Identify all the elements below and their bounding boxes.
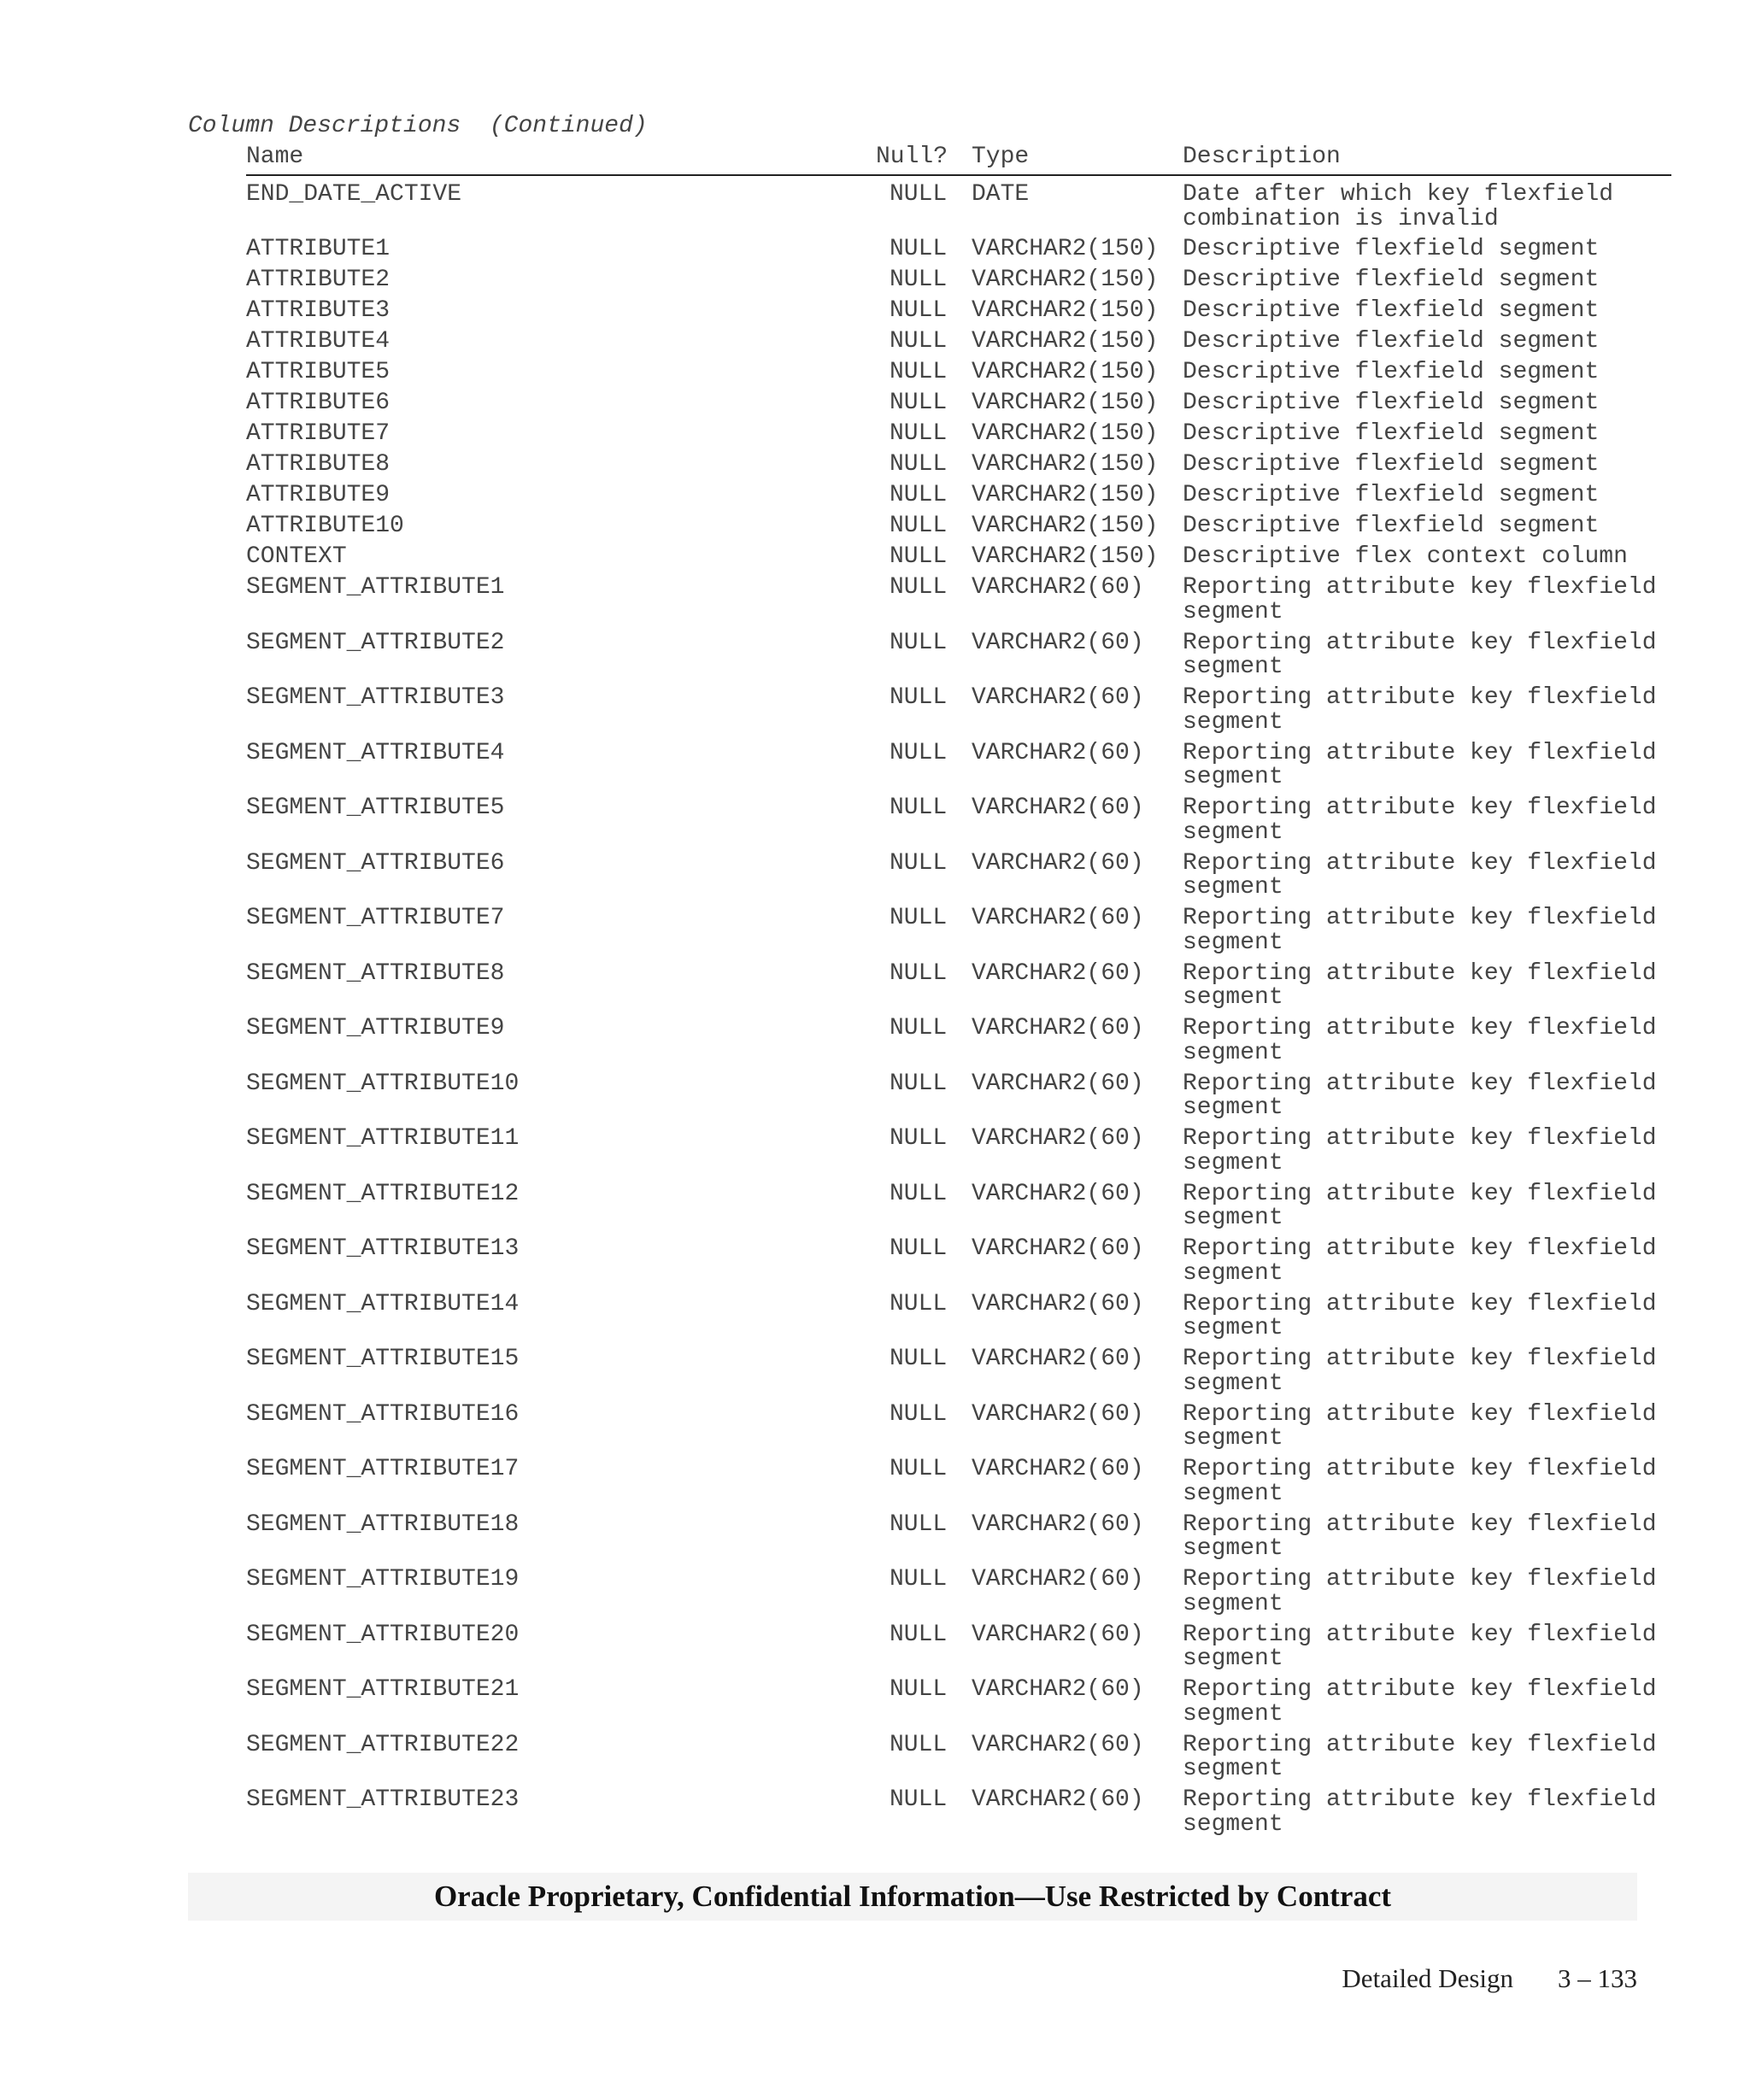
cell-description: Reporting attribute key flexfield segment [1183, 1456, 1657, 1507]
cell-type: VARCHAR2(60) [972, 574, 1144, 601]
cell-name: SEGMENT_ATTRIBUTE11 [246, 1125, 520, 1152]
cell-null: NULL [890, 849, 948, 877]
cell-type: VARCHAR2(60) [972, 1786, 1144, 1813]
cell-description: Reporting attribute key flexfield segment [1183, 684, 1657, 736]
cell-type: VARCHAR2(60) [972, 739, 1144, 766]
cell-description: Reporting attribute key flexfield segment [1183, 905, 1657, 956]
column-header-description: Description [1183, 144, 1341, 170]
cell-description: Reporting attribute key flexfield segment [1183, 1235, 1657, 1287]
cell-name: SEGMENT_ATTRIBUTE19 [246, 1566, 520, 1593]
cell-null: NULL [890, 1290, 948, 1317]
cell-null: NULL [890, 420, 948, 447]
cell-description: Reporting attribute key flexfield segment [1183, 1125, 1657, 1176]
cell-description: Reporting attribute key flexfield segment [1183, 1676, 1657, 1728]
cell-type: VARCHAR2(60) [972, 1125, 1144, 1152]
cell-name: SEGMENT_ATTRIBUTE14 [246, 1290, 520, 1317]
cell-description: Descriptive flexfield segment [1183, 359, 1600, 385]
cell-null: NULL [890, 1510, 948, 1538]
cell-type: VARCHAR2(150) [972, 267, 1159, 293]
cell-type: VARCHAR2(60) [972, 1566, 1144, 1593]
table-row [246, 391, 1671, 422]
cell-type: VARCHAR2(60) [972, 795, 1144, 821]
cell-null: NULL [890, 543, 948, 570]
table-row [246, 183, 1671, 238]
table-row [246, 484, 1671, 514]
cell-null: NULL [890, 739, 948, 766]
table-row [246, 1072, 1671, 1128]
cell-description: Descriptive flexfield segment [1183, 482, 1600, 508]
table-row [246, 1347, 1671, 1403]
cell-name: SEGMENT_ATTRIBUTE7 [246, 905, 505, 931]
cell-type: VARCHAR2(150) [972, 482, 1159, 508]
cell-null: NULL [890, 959, 948, 987]
cell-name: SEGMENT_ATTRIBUTE1 [246, 574, 505, 601]
table-row [246, 238, 1671, 268]
table-row [246, 849, 1671, 907]
cell-name: SEGMENT_ATTRIBUTE10 [246, 1070, 520, 1097]
cell-null: NULL [890, 1621, 948, 1648]
cell-description: Reporting attribute key flexfield segment [1183, 739, 1657, 790]
section-title: Detailed Design [1342, 1963, 1513, 1993]
cell-description: Reporting attribute key flexfield segment [1183, 1621, 1657, 1672]
table-row [246, 1017, 1671, 1072]
cell-description: Reporting attribute key flexfield segment [1183, 1731, 1657, 1782]
cell-name: ATTRIBUTE3 [246, 297, 391, 324]
table-row [246, 1568, 1671, 1623]
table-row [246, 1237, 1671, 1293]
cell-description: Reporting attribute key flexfield segment [1183, 1180, 1657, 1231]
table-row [246, 1623, 1671, 1679]
cell-null: NULL [890, 1786, 948, 1813]
table-body [246, 183, 1671, 1844]
cell-type: VARCHAR2(150) [972, 359, 1159, 385]
table-row [246, 796, 1671, 852]
column-header-type: Type [972, 144, 1030, 170]
cell-null: NULL [890, 181, 948, 208]
cell-null: NULL [890, 1125, 948, 1152]
page-footer [1342, 1963, 1637, 1994]
table-row [246, 1510, 1671, 1569]
table-row [246, 906, 1671, 962]
cell-null: NULL [890, 236, 948, 262]
table-row [246, 422, 1671, 453]
cell-name: SEGMENT_ATTRIBUTE8 [246, 959, 505, 987]
cell-description: Descriptive flexfield segment [1183, 420, 1600, 447]
cell-type: VARCHAR2(60) [972, 905, 1144, 931]
table-row [246, 1458, 1671, 1513]
table-row [246, 299, 1671, 330]
cell-null: NULL [890, 684, 948, 711]
cell-type: VARCHAR2(150) [972, 328, 1159, 355]
table-row [246, 268, 1671, 299]
cell-description: Reporting attribute key flexfield segment [1183, 795, 1657, 846]
cell-type: VARCHAR2(60) [972, 1290, 1144, 1317]
cell-null: NULL [890, 1566, 948, 1593]
cell-type: VARCHAR2(60) [972, 629, 1144, 656]
cell-null: NULL [890, 1400, 948, 1428]
cell-type: VARCHAR2(60) [972, 1731, 1144, 1758]
cell-null: NULL [890, 297, 948, 324]
cell-description: Date after which key flexfield combination is invalid [1183, 181, 1614, 232]
table-row [246, 576, 1671, 631]
cell-description: Descriptive flexfield segment [1183, 390, 1600, 416]
cell-name: SEGMENT_ATTRIBUTE16 [246, 1400, 520, 1428]
table-row [246, 453, 1671, 484]
confidentiality-banner: Oracle Proprietary, Confidential Information––Use Restricted by Contract [188, 1873, 1637, 1921]
cell-null: NULL [890, 905, 948, 931]
cell-description: Reporting attribute key flexfield segment [1183, 629, 1657, 680]
cell-type: DATE [972, 181, 1030, 208]
table-row [246, 545, 1671, 576]
column-header-name: Name [246, 144, 304, 170]
table-row [246, 514, 1671, 545]
cell-description: Descriptive flexfield segment [1183, 297, 1600, 324]
cell-type: VARCHAR2(60) [972, 1400, 1144, 1428]
cell-null: NULL [890, 1015, 948, 1041]
cell-type: VARCHAR2(60) [972, 1070, 1144, 1097]
cell-null: NULL [890, 390, 948, 416]
table-row [246, 686, 1671, 742]
cell-description: Reporting attribute key flexfield segment [1183, 1510, 1657, 1562]
cell-name: SEGMENT_ATTRIBUTE2 [246, 629, 505, 656]
table-header [246, 144, 1671, 176]
table-row [246, 739, 1671, 797]
cell-name: SEGMENT_ATTRIBUTE9 [246, 1015, 505, 1041]
cell-null: NULL [890, 574, 948, 601]
cell-null: NULL [890, 629, 948, 656]
cell-name: END_DATE_ACTIVE [246, 181, 462, 208]
cell-type: VARCHAR2(60) [972, 1180, 1144, 1207]
cell-null: NULL [890, 482, 948, 508]
cell-description: Descriptive flexfield segment [1183, 328, 1600, 355]
cell-name: SEGMENT_ATTRIBUTE3 [246, 684, 505, 711]
cell-type: VARCHAR2(60) [972, 684, 1144, 711]
table-caption: Column Descriptions (Continued) [188, 113, 648, 139]
cell-type: VARCHAR2(60) [972, 1456, 1144, 1482]
cell-description: Reporting attribute key flexfield segment [1183, 574, 1657, 625]
cell-name: SEGMENT_ATTRIBUTE22 [246, 1731, 520, 1758]
cell-name: SEGMENT_ATTRIBUTE5 [246, 795, 505, 821]
cell-null: NULL [890, 1731, 948, 1758]
cell-description: Descriptive flex context column [1183, 543, 1628, 570]
cell-name: ATTRIBUTE6 [246, 390, 391, 416]
table-row [246, 1788, 1671, 1844]
cell-description: Descriptive flexfield segment [1183, 236, 1600, 262]
table-row [246, 959, 1671, 1018]
cell-name: SEGMENT_ATTRIBUTE23 [246, 1786, 520, 1813]
cell-name: ATTRIBUTE4 [246, 328, 391, 355]
cell-null: NULL [890, 1346, 948, 1372]
table-row [246, 330, 1671, 361]
cell-description: Descriptive flexfield segment [1183, 267, 1600, 293]
cell-name: SEGMENT_ATTRIBUTE18 [246, 1510, 520, 1538]
cell-null: NULL [890, 451, 948, 478]
cell-name: SEGMENT_ATTRIBUTE12 [246, 1180, 520, 1207]
cell-type: VARCHAR2(60) [972, 1676, 1144, 1703]
cell-description: Reporting attribute key flexfield segment [1183, 1346, 1657, 1397]
cell-name: ATTRIBUTE2 [246, 267, 391, 293]
cell-type: VARCHAR2(150) [972, 236, 1159, 262]
cell-description: Reporting attribute key flexfield segment [1183, 1786, 1657, 1838]
cell-type: VARCHAR2(60) [972, 849, 1144, 877]
cell-name: ATTRIBUTE7 [246, 420, 391, 447]
cell-null: NULL [890, 359, 948, 385]
cell-description: Reporting attribute key flexfield segment [1183, 1015, 1657, 1066]
cell-name: ATTRIBUTE5 [246, 359, 391, 385]
table-row [246, 1182, 1671, 1238]
cell-description: Reporting attribute key flexfield segment [1183, 1400, 1657, 1452]
cell-name: ATTRIBUTE10 [246, 513, 404, 539]
cell-type: VARCHAR2(60) [972, 1235, 1144, 1262]
cell-name: SEGMENT_ATTRIBUTE15 [246, 1346, 520, 1372]
cell-description: Reporting attribute key flexfield segment [1183, 1290, 1657, 1341]
cell-null: NULL [890, 328, 948, 355]
cell-null: NULL [890, 1676, 948, 1703]
cell-type: VARCHAR2(150) [972, 297, 1159, 324]
cell-name: SEGMENT_ATTRIBUTE13 [246, 1235, 520, 1262]
cell-name: SEGMENT_ATTRIBUTE20 [246, 1621, 520, 1648]
cell-description: Descriptive flexfield segment [1183, 513, 1600, 539]
cell-null: NULL [890, 1180, 948, 1207]
cell-null: NULL [890, 795, 948, 821]
cell-description: Reporting attribute key flexfield segment [1183, 1070, 1657, 1121]
cell-description: Reporting attribute key flexfield segment [1183, 1566, 1657, 1617]
cell-type: VARCHAR2(150) [972, 451, 1159, 478]
column-header-null: Null? [876, 144, 948, 170]
cell-type: VARCHAR2(150) [972, 390, 1159, 416]
cell-description: Descriptive flexfield segment [1183, 451, 1600, 478]
cell-name: ATTRIBUTE9 [246, 482, 391, 508]
table-row [246, 631, 1671, 687]
cell-name: ATTRIBUTE1 [246, 236, 391, 262]
cell-name: SEGMENT_ATTRIBUTE4 [246, 739, 505, 766]
cell-name: SEGMENT_ATTRIBUTE6 [246, 849, 505, 877]
cell-type: VARCHAR2(60) [972, 1621, 1144, 1648]
cell-type: VARCHAR2(60) [972, 1346, 1144, 1372]
cell-name: ATTRIBUTE8 [246, 451, 391, 478]
cell-type: VARCHAR2(60) [972, 959, 1144, 987]
page-number: 3 – 133 [1558, 1963, 1637, 1993]
table-row [246, 1678, 1671, 1733]
cell-null: NULL [890, 1070, 948, 1097]
table-row [246, 1400, 1671, 1458]
table-row [246, 361, 1671, 391]
cell-type: VARCHAR2(150) [972, 420, 1159, 447]
cell-name: SEGMENT_ATTRIBUTE21 [246, 1676, 520, 1703]
cell-type: VARCHAR2(150) [972, 513, 1159, 539]
cell-null: NULL [890, 513, 948, 539]
cell-null: NULL [890, 1235, 948, 1262]
cell-null: NULL [890, 267, 948, 293]
cell-description: Reporting attribute key flexfield segment [1183, 849, 1657, 900]
cell-name: CONTEXT [246, 543, 347, 570]
cell-name: SEGMENT_ATTRIBUTE17 [246, 1456, 520, 1482]
cell-description: Reporting attribute key flexfield segment [1183, 959, 1657, 1011]
cell-type: VARCHAR2(60) [972, 1015, 1144, 1041]
cell-null: NULL [890, 1456, 948, 1482]
table-row [246, 1290, 1671, 1348]
table-row [246, 1733, 1671, 1789]
cell-type: VARCHAR2(150) [972, 543, 1159, 570]
cell-type: VARCHAR2(60) [972, 1510, 1144, 1538]
table-row [246, 1127, 1671, 1182]
